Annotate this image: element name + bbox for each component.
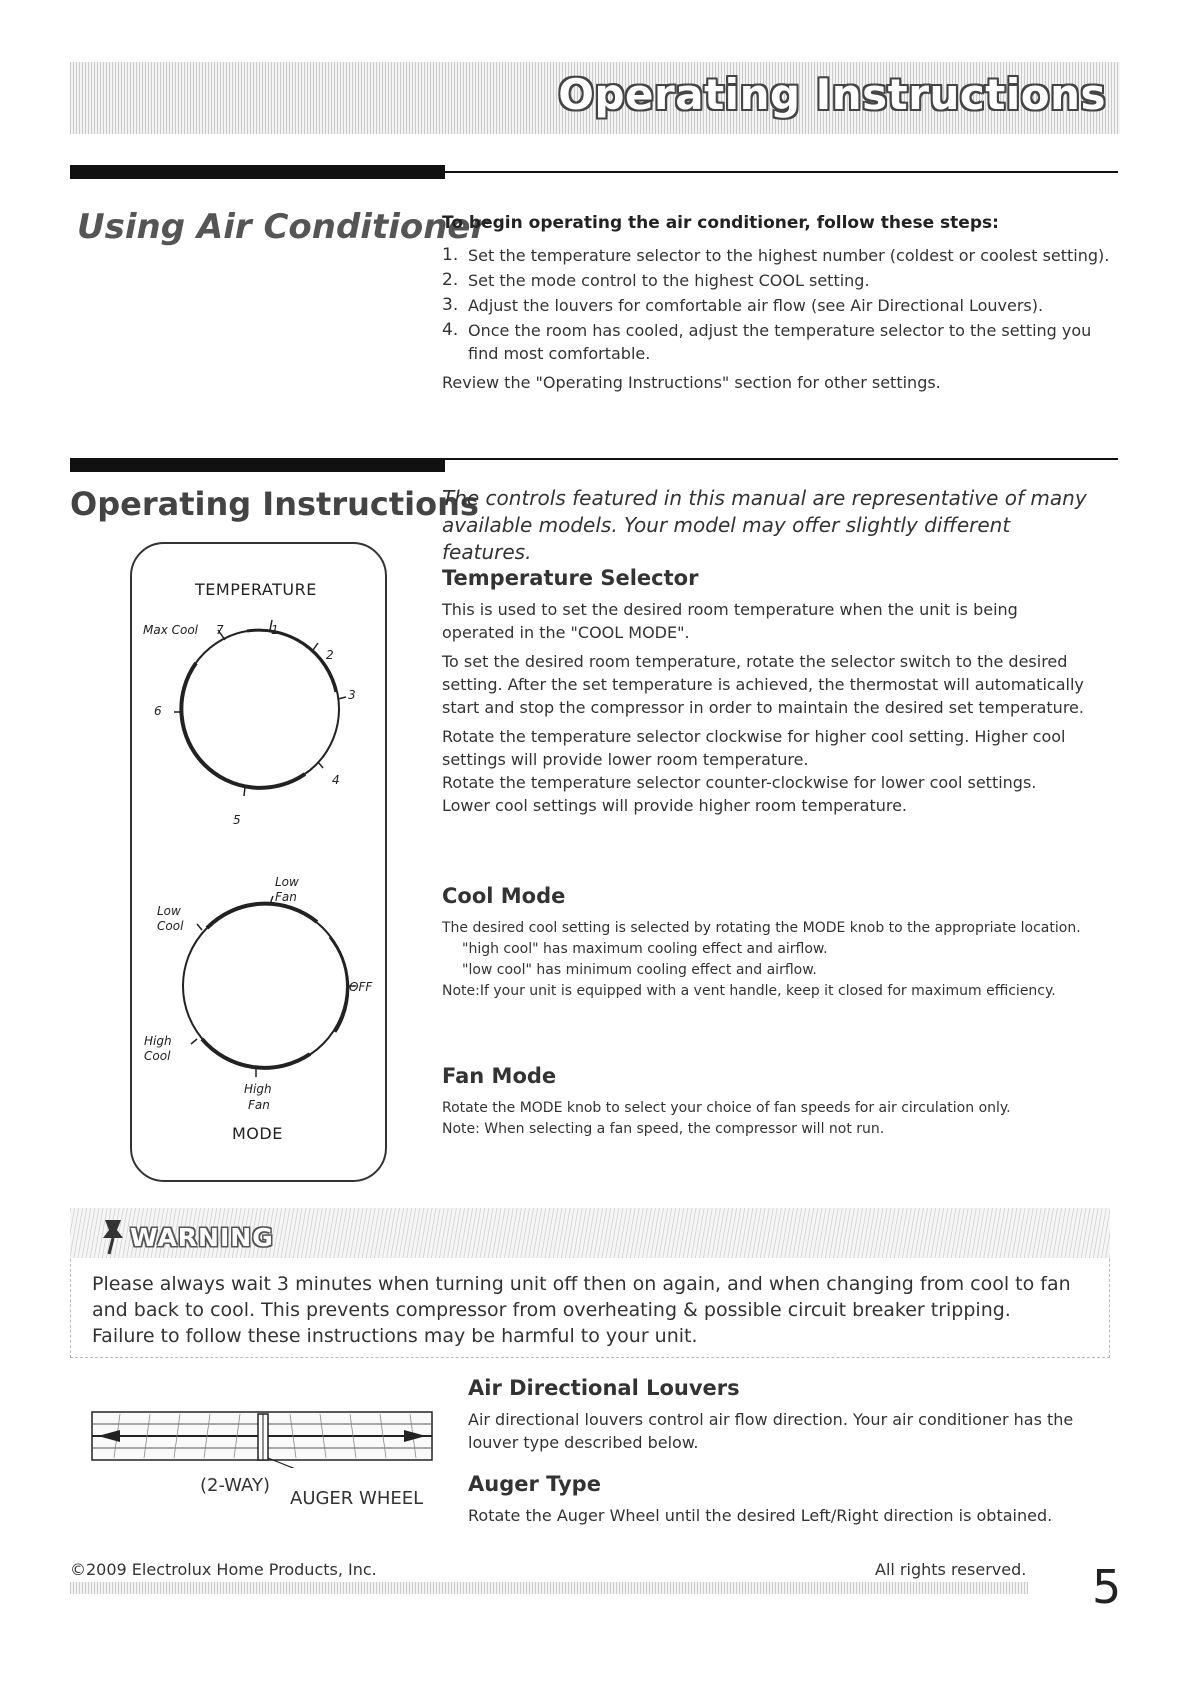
- temp-mark-5: 5: [233, 813, 241, 827]
- temp-mark-4: 4: [332, 773, 340, 787]
- temp-selector-p2: To set the desired room temperature, rotate the selector switch to the desired setting. After the set temperature is achieved, the thermostat will automatically start and stop the compressor in order to maintain the desired set temperature.: [442, 652, 1084, 717]
- high-fan-label-1: High: [244, 1082, 272, 1096]
- low-fan-label-1: Low: [275, 875, 299, 889]
- cool-mode-line2: "high cool" has maximum cooling effect and airflow.: [462, 941, 828, 957]
- section-rule-thick: [70, 458, 445, 472]
- temp-mark-6: 6: [154, 704, 162, 718]
- auger-text: Rotate the Auger Wheel until the desired Left/Right direction is obtained.: [468, 1506, 1053, 1525]
- low-fan-label-2: Fan: [275, 890, 297, 904]
- section-rule-thin: [445, 171, 1118, 173]
- section-rule-thin: [445, 458, 1118, 460]
- review-text: Review the "Operating Instructions" section for other settings.: [442, 373, 941, 392]
- warning-title: WARNING: [130, 1223, 274, 1252]
- step-item: 4. Once the room has cooled, adjust the temperature selector to the setting you find most comfortable.: [442, 320, 1092, 363]
- fan-mode-line1: Rotate the MODE knob to select your choice of fan speeds for air circulation only.: [442, 1100, 1011, 1116]
- temperature-selector-title: Temperature Selector: [442, 566, 699, 590]
- operating-intro: The controls featured in this manual are representative of many available models. Your model may offer slightly different features.: [442, 486, 1087, 564]
- temp-mark-3: 3: [348, 688, 356, 702]
- low-cool-label-2: Cool: [157, 919, 184, 933]
- off-label: OFF: [349, 980, 373, 994]
- footer-copyright: ©2009 Electrolux Home Products, Inc.: [70, 1560, 377, 1579]
- mode-label: MODE: [232, 1124, 283, 1143]
- louvers-text: Air directional louvers control air flow direction. Your air conditioner has the louver type described below.: [468, 1410, 1074, 1452]
- section-rule-thick: [70, 165, 445, 179]
- auger-section: [468, 1472, 1128, 1527]
- auger-title: Auger Type: [468, 1472, 601, 1496]
- louvers-title: Air Directional Louvers: [468, 1376, 740, 1400]
- temp-selector-p1: This is used to set the desired room temperature when the unit is being operated in the "COOL MODE".: [442, 600, 1018, 642]
- temp-mark-2: 2: [326, 648, 334, 662]
- using-ac-lead: To begin operating the air conditioner, follow these steps:: [442, 213, 999, 233]
- header-banner: [70, 62, 1120, 134]
- cool-mode-line3: "low cool" has minimum cooling effect and airflow.: [462, 962, 817, 978]
- louver-diagram: [90, 1408, 435, 1468]
- step-item: 3. Adjust the louvers for comfortable air flow (see Air Directional Louvers).: [442, 295, 1044, 315]
- temp-mark-1: 1: [271, 623, 279, 637]
- high-fan-label-2: Fan: [248, 1098, 270, 1112]
- step-item: 1. Set the temperature selector to the highest number (coldest or coolest setting).: [442, 245, 1110, 265]
- warning-line2: Failure to follow these instructions may be harmful to your unit.: [92, 1325, 698, 1347]
- page-number: 5: [1092, 1560, 1122, 1614]
- steps-list: [442, 244, 1122, 365]
- max-cool-label: Max Cool: [143, 623, 199, 637]
- temp-selector-p3c: Lower cool settings will provide higher room temperature.: [442, 796, 908, 815]
- temp-selector-p3a: Rotate the temperature selector clockwise for higher cool setting. Higher cool settings will provide lower room temperature.: [442, 727, 1066, 769]
- temp-mark-7: 7: [216, 623, 224, 637]
- cool-mode-line4: Note:If your unit is equipped with a vent handle, keep it closed for maximum efficiency.: [442, 983, 1056, 999]
- step-item: 2. Set the mode control to the highest COOL setting.: [442, 270, 870, 290]
- cool-mode-line1: The desired cool setting is selected by rotating the MODE knob to the appropriate location.: [442, 920, 1081, 936]
- two-way-label: (2-WAY): [200, 1475, 270, 1496]
- temp-selector-p3b: Rotate the temperature selector counter-clockwise for lower cool settings.: [442, 773, 1037, 792]
- high-cool-label-2: Cool: [144, 1049, 171, 1063]
- footer-rights: All rights reserved.: [875, 1560, 1027, 1579]
- header-title: Operating Instructions: [558, 70, 1106, 119]
- footer-bar: [70, 1582, 1028, 1594]
- temperature-label: TEMPERATURE: [195, 580, 317, 599]
- auger-wheel-label: AUGER WHEEL: [290, 1488, 424, 1509]
- fan-mode-section: [442, 1064, 1122, 1140]
- using-ac-title: Using Air Conditioner: [77, 207, 488, 247]
- fan-mode-line2: Note: When selecting a fan speed, the compressor will not run.: [442, 1121, 885, 1137]
- operating-title: Operating Instructions: [70, 485, 479, 523]
- fan-mode-title: Fan Mode: [442, 1064, 557, 1088]
- temperature-selector-section: [442, 566, 1102, 817]
- cool-mode-section: [442, 884, 1122, 1002]
- warning-line1: Please always wait 3 minutes when turning unit off then on again, and when changing from cool to fan and back to cool. This prevents compressor from overheating & possible circuit breaker tripping.: [92, 1273, 1071, 1321]
- low-cool-label-1: Low: [157, 904, 181, 918]
- high-cool-label-1: High: [144, 1034, 172, 1048]
- using-ac-body: [442, 213, 1122, 394]
- louvers-section: [468, 1376, 1128, 1454]
- cool-mode-title: Cool Mode: [442, 884, 566, 908]
- pushpin-icon: [95, 1216, 131, 1256]
